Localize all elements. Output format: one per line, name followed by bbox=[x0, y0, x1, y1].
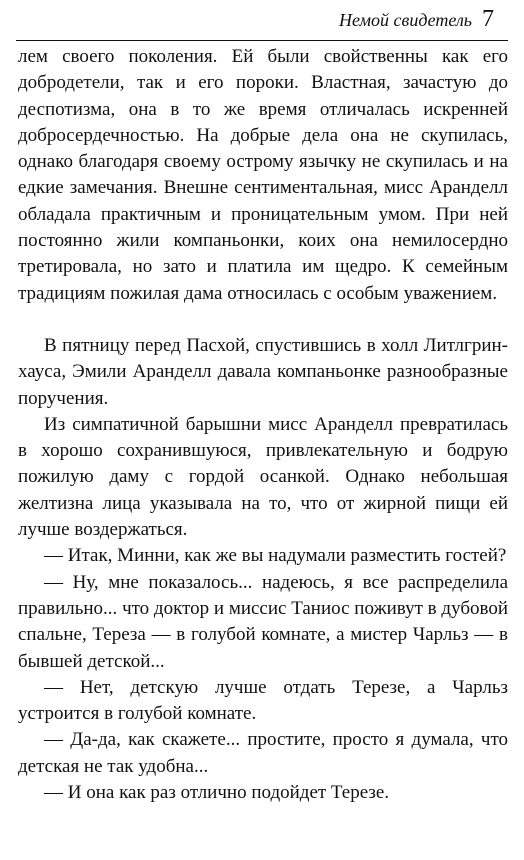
dialogue-line: — Ну, мне показалось... надеюсь, я все распределила правильно... что доктор и миссис Таниос поживут в дубовой спальне, Тереза — в голубой комнате, а мистер Чарльз — в бывшей детской... bbox=[18, 571, 508, 672]
header-rule bbox=[16, 40, 508, 41]
dialogue-line: — Итак, Минни, как же вы надумали разместить гостей? bbox=[44, 545, 507, 567]
running-title: Немой свидетель bbox=[339, 10, 472, 30]
dialogue-line: — Да-да, как скажете... простите, просто я думала, что детская не так удобна... bbox=[18, 729, 508, 777]
body-text bbox=[18, 44, 508, 806]
dialogue-line: — И она как раз отлично подойдет Терезе. bbox=[44, 782, 390, 804]
paragraph: Из симпатичной барышни мисс Аранделл превратилась в хорошо сохранившуюся, привлекательную и бодрую пожилую даму с гордой осанкой. Однако небольшая желтизна лица указывала на то, что от жирной пищи ей лучше воздержаться. bbox=[18, 413, 508, 541]
dialogue-line: — Нет, детскую лучше отдать Терезе, а Чарльз устроится в голубой комнате. bbox=[18, 676, 508, 725]
page-number: 7 bbox=[482, 6, 494, 32]
paragraph: В пятницу перед Пасхой, спустившись в холл Литлгрин-хауса, Эмили Аранделл давала компаньонке разнообразные поручения. bbox=[18, 334, 508, 409]
page-header bbox=[339, 6, 494, 33]
paragraph-continued: лем своего поколения. Ей были свойственны как его добродетели, так и его пороки. Властная, зачастую до деспотизма, она в то же время отличалась искренней добросердечностью. На добрые дела она не скупилась, однако благодаря своему острому язычку не скупилась и на едкие замечания. Внешне сентиментальная, мисс Аранделл обладала практичным и проницательным умом. При ней постоянно жили компаньонки, коих она немилосердно третировала, но зато и платила им щедро. К семейным традициям пожилая дама относилась с особым уважением. bbox=[18, 46, 508, 304]
